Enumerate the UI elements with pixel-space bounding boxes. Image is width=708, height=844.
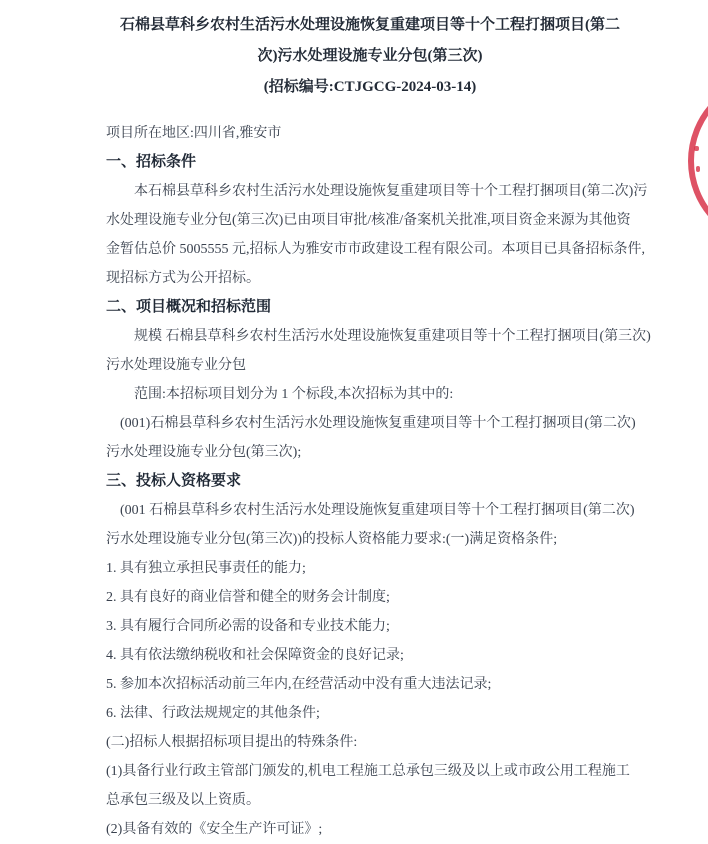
section-3-line: 污水处理设施专业分包(第三次))的投标人资格能力要求:(一)满足资格条件;	[106, 532, 558, 547]
section-2-line: 污水处理设施专业分包	[106, 358, 246, 373]
section-1-line: 水处理设施专业分包(第三次)已由项目审批/核准/备案机关批准,项目资金来源为其他资	[106, 213, 631, 228]
section-3-line: 1. 具有独立承担民事责任的能力;	[106, 561, 306, 576]
section-3-line: 总承包三级及以上资质。	[106, 793, 260, 808]
section-3-heading: 三、投标人资格要求	[106, 473, 242, 489]
section-3-line: 5. 参加本次招标活动前三年内,在经营活动中没有重大违法记录;	[106, 677, 492, 692]
red-seal-mark	[694, 146, 699, 151]
project-location: 项目所在地区:四川省,雅安市	[106, 126, 282, 141]
section-2-line: 规模 石棉县草科乡农村生活污水处理设施恢复重建项目等十个工程打捆项目(第三次)	[134, 329, 651, 344]
section-2-heading: 二、项目概况和招标范围	[106, 299, 272, 315]
document-title	[90, 0, 650, 103]
section-1-line: 金暂估总价 5005555 元,招标人为雅安市市政建设工程有限公司。本项目已具备招标条件,	[106, 242, 645, 257]
section-3-line: 2. 具有良好的商业信誉和健全的财务会计制度;	[106, 590, 390, 605]
section-1-line: 现招标方式为公开招标。	[106, 271, 260, 286]
section-2-line: 污水处理设施专业分包(第三次);	[106, 445, 302, 460]
document-body	[106, 119, 666, 844]
section-3-line: (2)具备有效的《安全生产许可证》;	[106, 822, 323, 837]
section-2-line: 范围:本招标项目划分为 1 个标段,本次招标为其中的:	[134, 387, 454, 402]
red-seal-mark	[696, 166, 700, 172]
section-2-line: (001)石棉县草科乡农村生活污水处理设施恢复重建项目等十个工程打捆项目(第二次)	[120, 416, 636, 431]
section-3-line: (1)具备行业行政主管部门颁发的,机电工程施工总承包三级及以上或市政公用工程施工	[106, 764, 630, 779]
red-seal-stamp	[688, 75, 708, 247]
section-3-line: 6. 法律、行政法规规定的其他条件;	[106, 706, 320, 721]
section-3-line: 4. 具有依法缴纳税收和社会保障资金的良好记录;	[106, 648, 404, 663]
section-1-line: 本石棉县草科乡农村生活污水处理设施恢复重建项目等十个工程打捆项目(第二次)污	[134, 184, 648, 199]
section-3-line: 3. 具有履行合同所必需的设备和专业技术能力;	[106, 619, 390, 634]
document-title-line-2: 次)污水处理设施专业分包(第三次)	[257, 48, 483, 64]
section-3-line: (二)招标人根据招标项目提出的特殊条件:	[106, 735, 358, 750]
section-3-line: (001 石棉县草科乡农村生活污水处理设施恢复重建项目等十个工程打捆项目(第二次)	[120, 503, 635, 518]
document-title-line-1: 石棉县草科乡农村生活污水处理设施恢复重建项目等十个工程打捆项目(第二	[120, 17, 620, 33]
tender-number: (招标编号:CTJGCG-2024-03-14)	[263, 79, 477, 95]
section-1-heading: 一、招标条件	[106, 154, 197, 170]
